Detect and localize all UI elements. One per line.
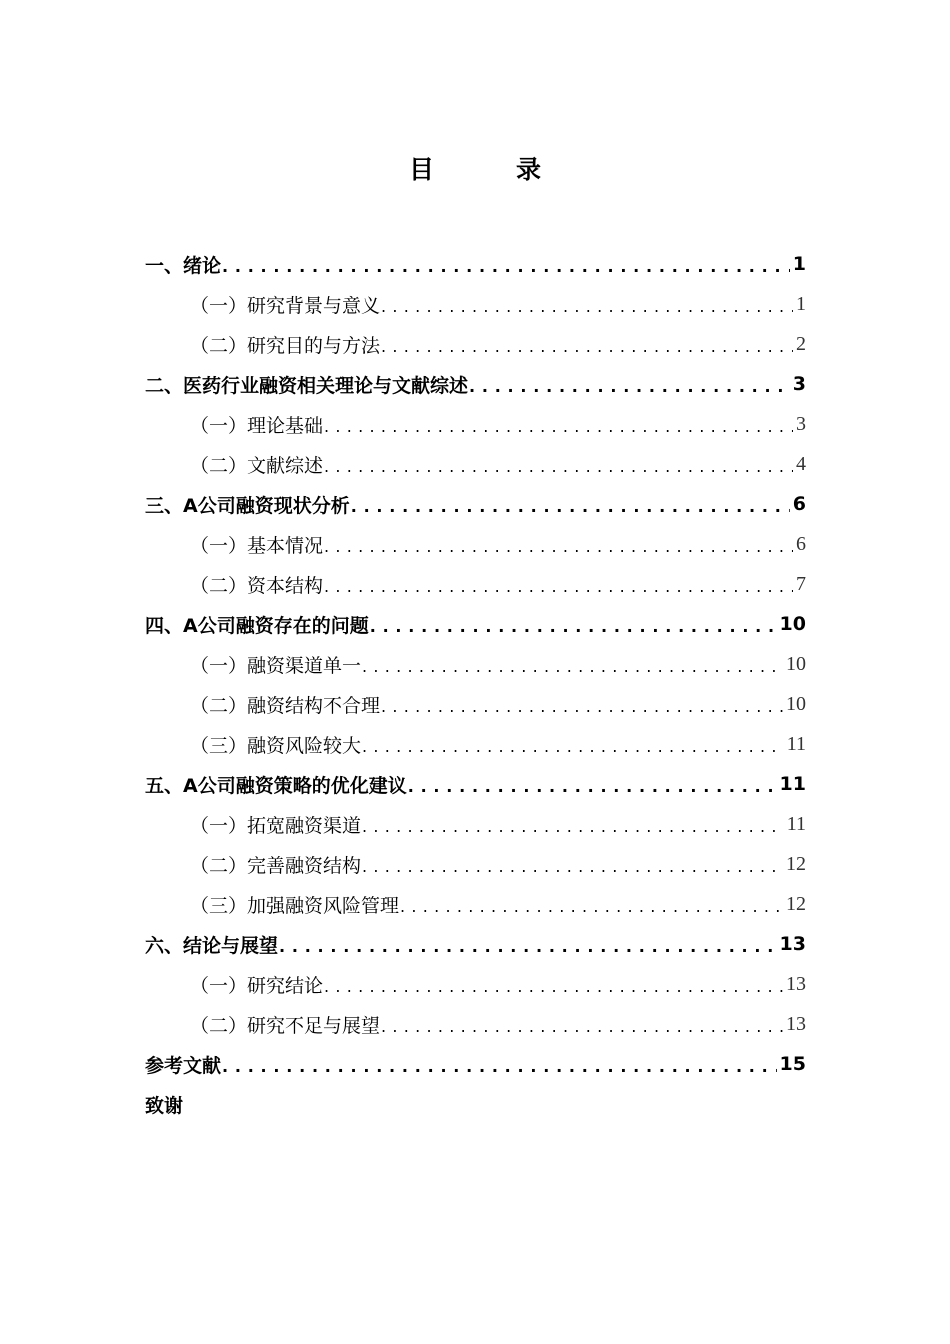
toc-entry-page: 2: [796, 332, 806, 355]
toc-entry-page: 10: [786, 652, 806, 675]
toc-entry-section-1-1[interactable]: [190, 284, 806, 324]
toc-entry-chapter-4[interactable]: [145, 604, 806, 644]
toc-entry-page: 10: [779, 613, 806, 635]
dot-leader: [222, 1053, 777, 1075]
page-title: [0, 150, 950, 186]
toc-entry-section-6-1[interactable]: [190, 964, 806, 1004]
toc-entry-label: 参考文献: [145, 1054, 222, 1077]
toc-entry-label: （三）加强融资风险管理: [190, 894, 400, 917]
dot-leader: [469, 373, 790, 395]
toc-entry-acknowledgements[interactable]: [145, 1084, 806, 1124]
toc-entry-label: （二）研究目的与方法: [190, 334, 381, 357]
dot-leader: [279, 933, 777, 955]
title-char-left: 目: [408, 155, 434, 184]
toc-entry-label: （一）理论基础: [190, 414, 324, 437]
toc-entry-section-2-2[interactable]: [190, 444, 806, 484]
toc-entry-section-5-3[interactable]: [190, 884, 806, 924]
toc-entry-page: 6: [796, 532, 806, 555]
dot-leader: [381, 333, 793, 355]
toc-entry-section-3-1[interactable]: [190, 524, 806, 564]
dot-leader: [381, 693, 783, 715]
toc-entry-label: 四、A公司融资存在的问题: [145, 614, 369, 637]
dot-leader: [362, 813, 784, 835]
toc-entry-label: （一）融资渠道单一: [190, 654, 362, 677]
toc-entry-section-5-1[interactable]: [190, 804, 806, 844]
toc-entry-page: 10: [786, 692, 806, 715]
toc-entry-page: 11: [779, 773, 806, 795]
toc-entry-label: （二）完善融资结构: [190, 854, 362, 877]
dot-leader: [370, 613, 777, 635]
toc-entry-section-1-2[interactable]: [190, 324, 806, 364]
dot-leader: [324, 573, 793, 595]
toc-entry-section-6-2[interactable]: [190, 1004, 806, 1044]
dot-leader: [324, 973, 783, 995]
dot-leader: [408, 773, 777, 795]
toc-entry-label: 二、医药行业融资相关理论与文献综述: [145, 374, 469, 397]
toc-entry-page: 11: [786, 812, 806, 835]
toc-entry-label: （三）融资风险较大: [190, 734, 362, 757]
toc-entry-references[interactable]: [145, 1044, 806, 1084]
toc-entry-chapter-1[interactable]: [145, 244, 806, 284]
toc-entry-chapter-5[interactable]: [145, 764, 806, 804]
dot-leader: [362, 853, 783, 875]
dot-leader: [362, 653, 783, 675]
toc-entry-label: （二）研究不足与展望: [190, 1014, 381, 1037]
dot-leader: [400, 893, 783, 915]
toc-entry-label: 三、A公司融资现状分析: [145, 494, 350, 517]
toc-entry-page: 11: [786, 732, 806, 755]
toc-entry-label: （一）基本情况: [190, 534, 324, 557]
toc-entry-page: 13: [786, 972, 806, 995]
toc-entry-section-4-2[interactable]: [190, 684, 806, 724]
toc-entry-label: 致谢: [145, 1094, 184, 1117]
dot-leader: [324, 413, 793, 435]
dot-leader: [324, 453, 793, 475]
toc-entry-page: 4: [796, 452, 806, 475]
toc-entry-page: 12: [786, 852, 806, 875]
toc-entry-section-4-1[interactable]: [190, 644, 806, 684]
toc-entry-label: （一）研究背景与意义: [190, 294, 381, 317]
toc-entry-chapter-6[interactable]: [145, 924, 806, 964]
dot-leader: [324, 533, 793, 555]
toc-entry-page: 7: [796, 572, 806, 595]
dot-leader: [381, 293, 793, 315]
toc-entry-chapter-3[interactable]: [145, 484, 806, 524]
toc-entry-page: 13: [779, 933, 806, 955]
toc-entry-label: 五、A公司融资策略的优化建议: [145, 774, 407, 797]
toc-entry-label: （二）文献综述: [190, 454, 324, 477]
toc-entry-page: 6: [792, 493, 806, 515]
title-char-right: 录: [516, 155, 542, 184]
dot-leader: [362, 733, 784, 755]
toc-entry-page: 1: [796, 292, 806, 315]
toc-entry-label: 一、绪论: [145, 254, 222, 277]
dot-leader: [351, 493, 790, 515]
toc-entry-label: 六、结论与展望: [145, 934, 279, 957]
toc-entry-section-4-3[interactable]: [190, 724, 806, 764]
dot-leader: [381, 1013, 783, 1035]
toc-entry-page: 1: [792, 253, 806, 275]
toc-entry-page: 13: [786, 1012, 806, 1035]
toc-entry-section-5-2[interactable]: [190, 844, 806, 884]
dot-leader: [222, 253, 790, 275]
toc-entry-page: 3: [792, 373, 806, 395]
toc-entry-chapter-2[interactable]: [145, 364, 806, 404]
toc-entry-page: 12: [786, 892, 806, 915]
toc-entry-page: 15: [779, 1053, 806, 1075]
toc-entry-page: 3: [796, 412, 806, 435]
toc-entry-label: （二）资本结构: [190, 574, 324, 597]
toc-entry-label: （一）拓宽融资渠道: [190, 814, 362, 837]
toc-entry-section-2-1[interactable]: [190, 404, 806, 444]
toc-entry-section-3-2[interactable]: [190, 564, 806, 604]
toc-entry-label: （一）研究结论: [190, 974, 324, 997]
toc-entry-label: （二）融资结构不合理: [190, 694, 381, 717]
